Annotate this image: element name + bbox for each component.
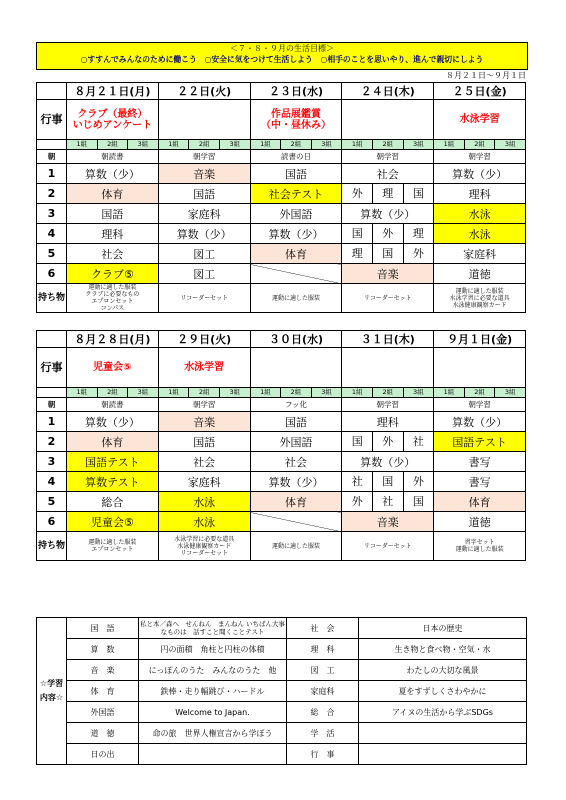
group-3: 3組 xyxy=(495,388,525,397)
group-1: 1組 xyxy=(67,140,98,149)
lesson-cell: 外国語 xyxy=(250,432,342,452)
lesson-cell: 算数（少） xyxy=(250,224,342,244)
lesson-cell: 算数（少） xyxy=(158,224,250,244)
belongings-cell: 水泳学習に必要な道具 水泳健康観察カード リコーダーセット xyxy=(158,532,250,561)
morning-cell: 朝学習 xyxy=(158,150,250,164)
day-header: ８月２８日(月) xyxy=(67,331,159,348)
morning-cell: 朝学習 xyxy=(434,398,526,412)
split-subject: 理 xyxy=(373,184,404,203)
day-header: ８月２１日(月) xyxy=(67,83,159,100)
group-cell xyxy=(434,388,526,398)
lesson-split-cell xyxy=(342,184,434,204)
split-subject: 社 xyxy=(373,492,404,511)
subject-label: 算 数 xyxy=(67,639,139,660)
lesson-cell: クラブ⑤ xyxy=(67,264,159,284)
group-2: 2組 xyxy=(189,388,220,397)
group-1: 1組 xyxy=(67,388,98,397)
day-header: ９月１日(金) xyxy=(434,331,526,348)
event-cell: 児童会⑤ xyxy=(67,348,159,388)
lesson-cell: 算数（少） xyxy=(342,204,434,224)
morning-cell: 読書の日 xyxy=(250,150,342,164)
morning-cell: フッ化 xyxy=(250,398,342,412)
group-2: 2組 xyxy=(281,140,312,149)
group-cell xyxy=(158,388,250,398)
belongings-cell: 運動に適した服装 xyxy=(250,284,342,313)
group-3: 3組 xyxy=(312,388,342,397)
day-header: ２４日(木) xyxy=(342,83,434,100)
empty-diagonal-cell xyxy=(250,512,342,532)
lesson-cell: 理科 xyxy=(342,412,434,432)
subject-label: 行 事 xyxy=(287,744,359,765)
event-cell: 水泳学習 xyxy=(158,348,250,388)
morning-cell: 朝学習 xyxy=(158,398,250,412)
morning-cell: 朝読書 xyxy=(67,150,159,164)
morning-cell: 朝学習 xyxy=(434,150,526,164)
group-3: 3組 xyxy=(312,140,342,149)
lesson-cell: 国語 xyxy=(67,204,159,224)
belongings-cell: リコーダーセット xyxy=(158,284,250,313)
period-label: 6 xyxy=(37,264,67,284)
lesson-cell: 社会 xyxy=(67,244,159,264)
lesson-cell: 算数（少） xyxy=(250,472,342,492)
split-subject: 社 xyxy=(342,472,373,491)
split-subject: 外 xyxy=(373,432,404,451)
belongings-cell: 運動に適した服装 xyxy=(250,532,342,561)
subject-content: 円の面積 角柱と円柱の体積 xyxy=(139,639,287,660)
lesson-cell: 水泳 xyxy=(158,512,250,532)
period-label: 3 xyxy=(37,452,67,472)
lesson-cell: 水泳 xyxy=(434,204,526,224)
group-3: 3組 xyxy=(220,140,250,149)
period-label: 5 xyxy=(37,492,67,512)
period-label: 4 xyxy=(37,472,67,492)
subject-label: 日の出 xyxy=(67,744,139,765)
group-cell xyxy=(250,388,342,398)
group-1: 1組 xyxy=(251,388,282,397)
lesson-cell: 体育 xyxy=(67,432,159,452)
lesson-split-cell xyxy=(342,432,434,452)
subject-content xyxy=(359,723,527,744)
day-header: ２５日(金) xyxy=(434,83,526,100)
split-subject: 国 xyxy=(373,472,404,491)
lesson-cell: 図工 xyxy=(158,244,250,264)
split-subject: 外 xyxy=(342,492,373,511)
group-label-empty xyxy=(37,388,67,398)
split-subject: 外 xyxy=(373,224,404,243)
lesson-split-cell xyxy=(342,472,434,492)
lesson-cell: 家庭科 xyxy=(158,204,250,224)
lesson-cell: 算数（少） xyxy=(342,452,434,472)
subject-content: 生き物と食べ物・空気・水 xyxy=(359,639,527,660)
group-cell xyxy=(67,140,159,150)
belongings-cell: 習字セット 運動に適した服装 xyxy=(434,532,526,561)
group-1: 1組 xyxy=(342,388,373,397)
monthly-goals-box xyxy=(36,42,528,70)
lesson-cell: 理科 xyxy=(434,184,526,204)
split-subject: 理 xyxy=(342,244,373,263)
group-cell xyxy=(342,140,434,150)
morning-cell: 朝学習 xyxy=(342,150,434,164)
split-subject: 国 xyxy=(342,432,373,451)
event-label: 行事 xyxy=(37,100,67,140)
group-3: 3組 xyxy=(128,388,158,397)
group-cell xyxy=(67,388,159,398)
event-cell xyxy=(158,100,250,140)
lesson-cell: 道徳 xyxy=(434,512,526,532)
subject-content: アイヌの生活から学ぶSDGs xyxy=(359,702,527,723)
group-3: 3組 xyxy=(495,140,525,149)
morning-cell: 朝学習 xyxy=(342,398,434,412)
lesson-cell: 国語 xyxy=(250,412,342,432)
group-2: 2組 xyxy=(281,388,312,397)
belongings-label: 持ち物 xyxy=(37,284,67,313)
subject-content: Welcome to Japan. xyxy=(139,702,287,723)
lesson-split-cell xyxy=(342,244,434,264)
goals-title: ＜７・８・９月の生活目標＞ xyxy=(230,44,334,53)
lesson-cell: 国語テスト xyxy=(67,452,159,472)
date-range: ８月２１日～９月１日 xyxy=(446,71,526,80)
lesson-cell: 社会 xyxy=(250,452,342,472)
group-2: 2組 xyxy=(189,140,220,149)
subject-label: 家庭科 xyxy=(287,681,359,702)
group-3: 3組 xyxy=(128,140,158,149)
subject-content: 私と本／森へ せんねん まんねん いちばん大事なものは 話すこと聞くことテスト xyxy=(139,618,287,639)
lesson-cell: 国語テスト xyxy=(434,432,526,452)
group-label-empty xyxy=(37,140,67,150)
lesson-cell: 算数（少） xyxy=(434,164,526,184)
lesson-cell: 書写 xyxy=(434,472,526,492)
split-subject: 国 xyxy=(342,224,373,243)
subject-label: 国 語 xyxy=(67,618,139,639)
subject-label: 体 育 xyxy=(67,681,139,702)
split-subject: 国 xyxy=(412,495,424,508)
group-3: 3組 xyxy=(404,388,434,397)
lesson-cell: 算数（少） xyxy=(67,412,159,432)
day-header: ３０日(水) xyxy=(250,331,342,348)
group-2: 2組 xyxy=(465,388,496,397)
event-cell: 作品展鑑賞 （中・昼休み） xyxy=(250,100,342,140)
group-2: 2組 xyxy=(373,388,404,397)
event-cell: クラブ（最終） いじめアンケート xyxy=(67,100,159,140)
lesson-cell: 社会 xyxy=(342,164,434,184)
lesson-cell: 理科 xyxy=(67,224,159,244)
subject-content: にっぽんのうた みんなのうた 他 xyxy=(139,660,287,681)
day-header: ３１日(木) xyxy=(342,331,434,348)
lesson-cell: 音楽 xyxy=(342,264,434,284)
group-2: 2組 xyxy=(373,140,404,149)
period-label: 4 xyxy=(37,224,67,244)
empty-diagonal-cell xyxy=(250,264,342,284)
lesson-cell: 道徳 xyxy=(434,264,526,284)
lesson-cell: 国語 xyxy=(158,432,250,452)
lesson-cell: 水泳 xyxy=(434,224,526,244)
lesson-cell: 社会テスト xyxy=(250,184,342,204)
subject-content: 日本の歴史 xyxy=(359,618,527,639)
split-subject: 外 xyxy=(342,184,373,203)
event-cell xyxy=(250,348,342,388)
subject-content xyxy=(359,744,527,765)
lesson-split-cell xyxy=(342,492,434,512)
goals-text: ○すすんでみんなのために働こう ○安全に気をつけて生活しよう ○相手のことを思いやり、進んで親切にしよう xyxy=(80,55,484,64)
lesson-cell: 体育 xyxy=(434,492,526,512)
subject-label: 図 工 xyxy=(287,660,359,681)
lesson-cell: 社会 xyxy=(158,452,250,472)
lesson-cell: 音楽 xyxy=(158,412,250,432)
week2-table xyxy=(36,330,526,561)
group-3: 3組 xyxy=(404,140,434,149)
group-1: 1組 xyxy=(159,388,190,397)
day-header: ２３日(水) xyxy=(250,83,342,100)
subject-label: 総 合 xyxy=(287,702,359,723)
event-cell xyxy=(342,348,434,388)
lesson-cell: 総合 xyxy=(67,492,159,512)
subject-content xyxy=(139,744,287,765)
lesson-cell: 外国語 xyxy=(250,204,342,224)
group-2: 2組 xyxy=(98,140,129,149)
study-content-table xyxy=(36,617,527,765)
period-label: 5 xyxy=(37,244,67,264)
group-3: 3組 xyxy=(220,388,250,397)
subject-label: 学 活 xyxy=(287,723,359,744)
day-header: ２２日(火) xyxy=(158,83,250,100)
group-cell xyxy=(158,140,250,150)
period-label: 6 xyxy=(37,512,67,532)
lesson-split-cell xyxy=(342,224,434,244)
belongings-label: 持ち物 xyxy=(37,532,67,561)
group-1: 1組 xyxy=(434,140,465,149)
corner-cell xyxy=(37,83,67,100)
group-1: 1組 xyxy=(434,388,465,397)
split-subject: 外 xyxy=(412,475,424,488)
group-2: 2組 xyxy=(465,140,496,149)
event-label: 行事 xyxy=(37,348,67,388)
lesson-cell: 算数テスト xyxy=(67,472,159,492)
subject-label: 道 徳 xyxy=(67,723,139,744)
lesson-cell: 体育 xyxy=(250,492,342,512)
split-subject: 外 xyxy=(412,247,424,260)
period-label: 2 xyxy=(37,432,67,452)
event-cell: 水泳学習 xyxy=(434,100,526,140)
lesson-cell: 書写 xyxy=(434,452,526,472)
morning-label: 朝 xyxy=(37,150,67,164)
group-2: 2組 xyxy=(98,388,129,397)
study-side-label: ☆学習内容☆ xyxy=(37,618,67,765)
subject-content: 命の旅 世界人権宣言から学ぼう xyxy=(139,723,287,744)
lesson-cell: 音楽 xyxy=(342,512,434,532)
period-label: 3 xyxy=(37,204,67,224)
period-label: 1 xyxy=(37,164,67,184)
lesson-cell: 国語 xyxy=(158,184,250,204)
group-cell xyxy=(434,140,526,150)
event-cell xyxy=(342,100,434,140)
lesson-cell: 算数（少） xyxy=(434,412,526,432)
subject-content: 鉄棒・走り幅跳び・ハードル xyxy=(139,681,287,702)
corner-cell xyxy=(37,331,67,348)
subject-label: 音 楽 xyxy=(67,660,139,681)
morning-label: 朝 xyxy=(37,398,67,412)
subject-label: 社 会 xyxy=(287,618,359,639)
event-cell xyxy=(434,348,526,388)
belongings-cell: 運動に適した服装 クラブに必要なもの エプロンセット コンパス xyxy=(67,284,159,313)
split-subject: 国 xyxy=(373,244,404,263)
lesson-cell: 体育 xyxy=(250,244,342,264)
group-1: 1組 xyxy=(159,140,190,149)
subject-label: 外国語 xyxy=(67,702,139,723)
split-subject: 社 xyxy=(412,435,424,448)
lesson-cell: 家庭科 xyxy=(434,244,526,264)
week1-table xyxy=(36,82,526,313)
split-subject: 国 xyxy=(412,187,424,200)
morning-cell: 朝読書 xyxy=(67,398,159,412)
split-subject: 理 xyxy=(412,227,424,240)
subject-content: 夏をすずしくさわやかに xyxy=(359,681,527,702)
belongings-cell: 運動に適した服装 水泳学習に必要な道具 水泳健康観察カード xyxy=(434,284,526,313)
subject-label: 理 科 xyxy=(287,639,359,660)
lesson-cell: 国語 xyxy=(250,164,342,184)
group-1: 1組 xyxy=(251,140,282,149)
lesson-cell: 家庭科 xyxy=(158,472,250,492)
belongings-cell: 運動に適した服装 エプロンセット xyxy=(67,532,159,561)
belongings-cell: リコーダーセット xyxy=(342,284,434,313)
subject-content: わたしの大切な風景 xyxy=(359,660,527,681)
belongings-cell: リコーダーセット xyxy=(342,532,434,561)
lesson-cell: 図工 xyxy=(158,264,250,284)
lesson-cell: 算数（少） xyxy=(67,164,159,184)
day-header: ２９日(火) xyxy=(158,331,250,348)
group-1: 1組 xyxy=(342,140,373,149)
lesson-cell: 音楽 xyxy=(158,164,250,184)
lesson-cell: 体育 xyxy=(67,184,159,204)
lesson-cell: 水泳 xyxy=(158,492,250,512)
group-cell xyxy=(342,388,434,398)
group-cell xyxy=(250,140,342,150)
lesson-cell: 児童会⑤ xyxy=(67,512,159,532)
period-label: 2 xyxy=(37,184,67,204)
period-label: 1 xyxy=(37,412,67,432)
